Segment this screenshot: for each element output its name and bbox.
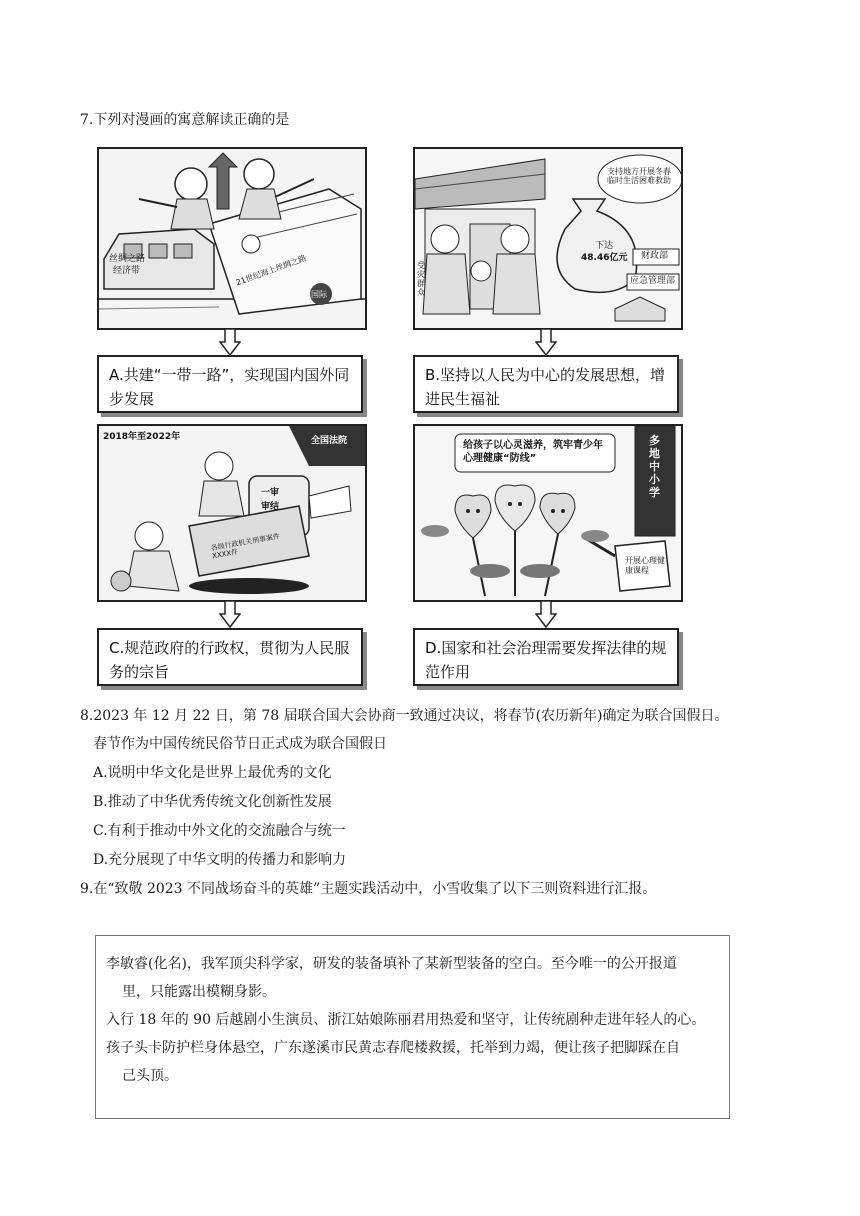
panel-b-bag-text-2: 48.46亿元: [581, 253, 628, 263]
panel-a-label-line2: 经济带: [113, 266, 141, 276]
question-8-option-c[interactable]: C.有利于推动中外文化的交流融合与统一: [93, 823, 346, 839]
panel-d-speech-bubble: 给孩子以心灵滋养，筑牢青少年心理健康“防线”: [463, 440, 603, 464]
panel-d-bottle-label: 多地中小学: [649, 434, 660, 499]
cartoon-panel-c: [97, 424, 367, 602]
option-b-box[interactable]: B.坚持以人民为中心的发展思想，增进民生福祉: [413, 355, 679, 413]
material-item-1-line1: 李敏睿(化名)，我军顶尖科学家，研发的装备填补了某新型装备的空白。至今唯一的公开报道: [106, 956, 677, 972]
belt-road-cartoon-image: [99, 149, 365, 328]
material-item-3-line1: 孩子头卡防护栏身体悬空，广东遂溪市民黄志春爬楼救援，托举到力竭，便让孩子把脚踩在自: [106, 1040, 680, 1056]
panel-b-speech-bubble: 支持地方开展冬春临时生活困难救助: [607, 167, 671, 185]
panel-b-tag-finance: 财政部: [641, 251, 669, 261]
panel-a-ship-label: 21世纪海上丝绸之路: [234, 253, 308, 288]
question-8-option-a[interactable]: A.说明中华文化是世界上最优秀的文化: [93, 765, 332, 781]
court-cases-cartoon-image: [99, 426, 365, 600]
question-8-stem-line2: 春节作为中国传统民俗节日正式成为联合国假日: [93, 736, 387, 752]
down-arrow-icon: [219, 328, 241, 356]
question-8-option-d[interactable]: D.充分展现了中华文明的传播力和影响力: [93, 852, 347, 868]
question-7-stem: 7.下列对漫画的寓意解读正确的是: [80, 112, 290, 128]
down-arrow-icon: [219, 600, 241, 628]
panel-c-court-label: 全国法院: [311, 436, 348, 446]
material-item-1-line2: 里，只能露出模糊身影。: [122, 984, 276, 1000]
question-8-option-b[interactable]: B.推动了中华优秀传统文化创新性发展: [93, 794, 332, 810]
panel-a-label-line1: 丝绸之路: [109, 254, 146, 264]
panel-b-bag-text-1: 下达: [595, 241, 614, 251]
cartoon-panel-d: [413, 424, 683, 602]
cartoon-panel-b: [413, 147, 683, 330]
down-arrow-icon: [535, 600, 557, 628]
panel-c-book-label: 各级行政机关刑事案件XXXX件: [210, 532, 281, 561]
panel-a-badge: 国际: [311, 290, 327, 299]
material-box: [95, 935, 730, 1119]
material-item-2-line1: 入行 18 年的 90 后越剧小生演员、浙江姑娘陈丽君用热爱和坚守，让传统剧种走进年轻人的心。: [106, 1012, 706, 1028]
question-9-stem: 9.在“致敬 2023 不同战场奋斗的英雄”主题实践活动中，小雪收集了以下三则资料进行汇报。: [80, 881, 657, 897]
option-a-box[interactable]: A.共建“一带一路”，实现国内国外同步发展: [97, 355, 363, 413]
panel-d-can-label: 开展心理健康课程: [625, 556, 665, 575]
option-d-box[interactable]: D.国家和社会治理需要发挥法律的规范作用: [413, 628, 679, 686]
question-8-stem-line1: 8.2023 年 12 月 22 日，第 78 届联合国大会协商一致通过决议，将春节(农历新年)确定为联合国假日。: [80, 708, 729, 724]
panel-b-side-label: 受灾群众: [417, 261, 425, 297]
panel-b-tag-emergency: 应急管理部: [630, 276, 676, 286]
panel-c-tube-text-1: 一审: [261, 488, 280, 498]
panel-c-year-label: 2018年至2022年: [103, 432, 181, 442]
cartoon-panel-a: [97, 147, 367, 330]
option-c-box[interactable]: C.规范政府的行政权，贯彻为人民服务的宗旨: [97, 628, 363, 686]
material-item-3-line2: 己头顶。: [122, 1068, 178, 1084]
panel-c-tube-text-2: 审结: [261, 502, 280, 512]
down-arrow-icon: [535, 328, 557, 356]
